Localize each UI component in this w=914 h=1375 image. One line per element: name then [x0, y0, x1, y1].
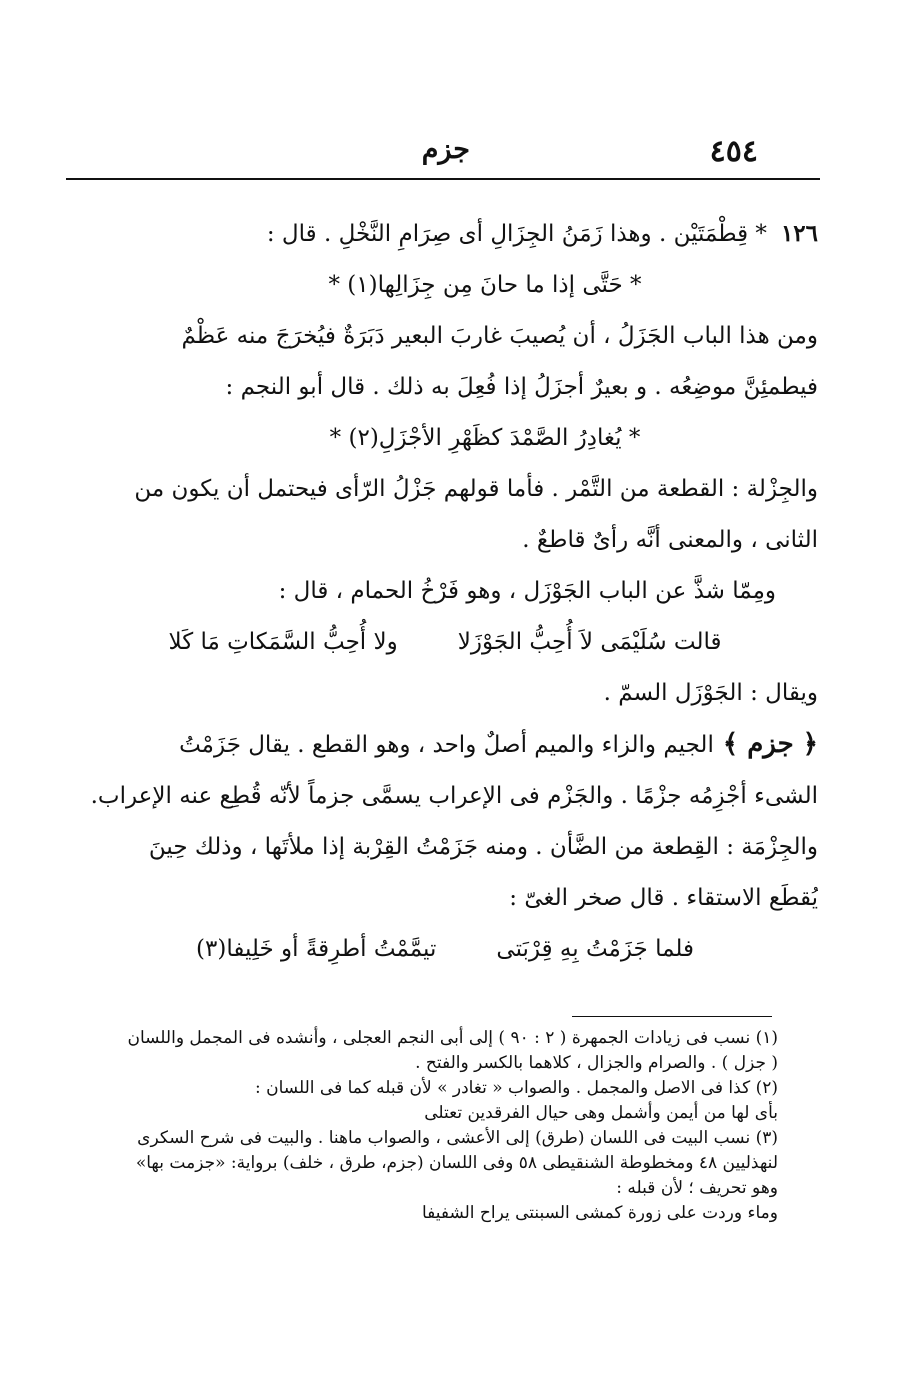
text-line: [72, 208, 818, 260]
entry-headword: جزم: [747, 729, 794, 759]
header-rule: [66, 178, 820, 180]
verse-hemistich: كمشى السبنتى يراح الشفيفا: [421, 1203, 623, 1223]
entry-open-bracket: ﴿: [793, 729, 818, 759]
footnote-line: لنهذليين ٤٨ ومخطوطة الشنقيطى ٥٨ وفى اللسان (جزم، طرق ، خلف) برواية: «جزمت بها»: [135, 1153, 778, 1173]
text-line: ويقال : الجَوْزَل السمّ .: [603, 680, 818, 706]
text-line: الشىء أجْزِمُه جزْمًا . والجَزْم فى الإعراب يسمَّى جزماً لأنّه قُطِع عنه الإعراب.: [90, 783, 818, 809]
page-header: [66, 130, 820, 176]
footnote-line: وهو تحريف ؛ لأن قبله :: [616, 1178, 778, 1198]
footnote-line: (٣) نسب البيت فى اللسان (طرق) إلى الأعشى ، والصواب ماهنا . والبيت فى شرح السكرى: [137, 1128, 778, 1148]
text-line: والجِزْلة : القطعة من التَّمْر . فأما قولهم جَزْلُ الرّأى فيحتمل أن يكون من: [134, 476, 818, 502]
text-line: ومن هذا الباب الجَزَلُ ، أن يُصيبَ غاربَ البعير دَبَرَةٌ فيُخرَجَ منه عَظْمٌ: [181, 323, 818, 349]
entry-close-bracket: ﴾: [713, 729, 748, 759]
verse-hemistich: فلما جَزَمْتُ بِهِ قِرْبَتى: [496, 936, 694, 962]
footnote-line: (١) نسب فى زيادات الجمهرة ( ٢ : ٩٠ ) إلى أبى النجم العجلى ، وأنشده فى المجمل واللسان: [127, 1028, 778, 1048]
verse-hemistich: قالت سُلَيْمَى لاَ أُحِبُّ الجَوْزَلا: [457, 629, 722, 655]
running-head-root: جزم: [421, 134, 470, 165]
verse-couplet: [72, 924, 818, 975]
verse-hemistich: وهى حيال الفرقدين تعتلى: [424, 1103, 606, 1123]
text-line-content: * قِطْمَتَيْن . وهذا زَمَنُ الجِزَالِ أى صِرَامِ النَّخْلِ . قال :: [266, 221, 767, 247]
footnote-rule: [572, 1016, 772, 1017]
verse-hemistich: تيمَّمْتُ أطرِقةً أو خَلِيفا(٣): [196, 936, 437, 962]
footnote-line: ( جزل ) . والصرام والجزال ، كلاهما بالكسر والفتح .: [415, 1053, 778, 1073]
text-line: الثانى ، والمعنى أنَّه رأىٌ قاطعٌ .: [522, 527, 818, 553]
verse-couplet: [72, 617, 818, 668]
text-line: والجِزْمَة : القِطعة من الضَّأن . ومنه جَزَمْتُ القِرْبة إذا ملأتَها ، وذلك حِينَ: [148, 834, 818, 860]
text-line: [72, 719, 818, 771]
footnote-line: (٢) كذا فى الاصل والمجمل . والصواب « تغادر » لأن قبله كما فى اللسان :: [255, 1078, 778, 1098]
text-line: فيطمئِنَّ موضِعُه . و بعيرٌ أجزَلُ إذا فُعِلَ به ذلك . قال أبو النجم :: [225, 374, 818, 400]
footnotes: [78, 1026, 778, 1226]
page-number: ٤٥٤: [709, 134, 758, 169]
verse-hemistich: وماء وردت على زورة: [627, 1203, 778, 1223]
text-line: ومِمّا شذَّ عن الباب الجَوْزَل ، وهو فَرْخُ الحمام ، قال :: [278, 578, 776, 604]
verse-hemistich: ولا أُحِبُّ السَّمَكاتِ مَا كَلا: [168, 629, 398, 655]
verse-line: * يُغادِرُ الصَّمْدَ كظَهْرِ الأجْزَلِ(٢) *: [329, 425, 641, 451]
text-line: يُقطَع الاستقاء . قال صخر الغىّ :: [509, 885, 818, 911]
verse-hemistich: بأى لها من أيمن وأشمل: [610, 1103, 778, 1123]
footnote-verse: [78, 1201, 778, 1226]
verse-line: * حَتَّى إذا ما حانَ مِن جِزَالِها(١) *: [328, 272, 642, 298]
text-line-content: الجيم والزاء والميم أصلٌ واحد ، وهو القطع . يقال جَزَمْتُ: [179, 732, 714, 758]
footnote-verse: [78, 1101, 778, 1126]
main-text: [72, 208, 818, 975]
line-number: ١٢٦: [780, 220, 818, 247]
